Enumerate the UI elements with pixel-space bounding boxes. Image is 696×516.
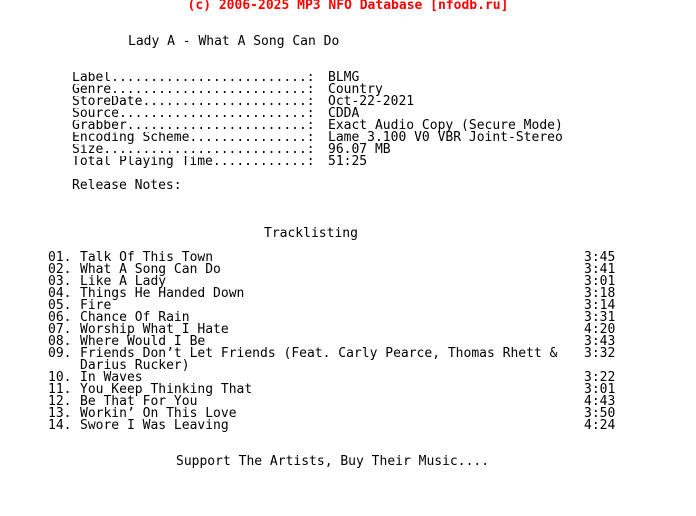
track-row <box>48 288 628 300</box>
track-number: 10. <box>48 370 72 385</box>
info-row <box>72 72 563 84</box>
track-number: 06. <box>48 310 72 325</box>
track-row <box>48 420 628 432</box>
track-duration: 3:50 <box>584 406 616 421</box>
track-duration: 3:18 <box>584 286 616 301</box>
track-title: Like A Lady <box>80 274 167 289</box>
track-title: Be That For You <box>80 394 198 409</box>
info-key: Source........................: <box>72 108 315 120</box>
track-number: 02. <box>48 262 72 277</box>
track-duration: 3:14 <box>584 298 616 313</box>
track-duration: 3:45 <box>584 250 616 265</box>
info-value: Lame 3.100 V0 VBR Joint-Stereo <box>328 130 563 145</box>
track-number: 11. <box>48 382 72 397</box>
info-row <box>72 84 563 96</box>
info-key: Total Playing Time............: <box>72 156 315 168</box>
info-row <box>72 144 563 156</box>
track-duration: 3:32 <box>584 346 616 361</box>
track-title: Where Would I Be <box>80 334 206 349</box>
track-number: 01. <box>48 250 72 265</box>
track-title: Things He Handed Down <box>80 286 245 301</box>
track-title: In Waves <box>80 370 143 385</box>
track-title: Fire <box>80 298 112 313</box>
info-value: CDDA <box>328 106 360 121</box>
track-title: Friends Don’t Let Friends (Feat. Carly Pearce, Thomas Rhett & Darius Rucker) <box>80 346 566 373</box>
track-list <box>48 252 628 432</box>
tracklist-heading: Tracklisting <box>264 226 358 241</box>
release-info <box>72 72 563 168</box>
track-duration: 4:24 <box>584 418 616 433</box>
info-key: Genre.........................: <box>72 84 315 96</box>
track-number: 14. <box>48 418 72 433</box>
release-title: Lady A - What A Song Can Do <box>128 34 340 49</box>
info-key: StoreDate.....................: <box>72 96 315 108</box>
track-number: 13. <box>48 406 72 421</box>
track-title: Swore I Was Leaving <box>80 418 229 433</box>
track-duration: 3:43 <box>584 334 616 349</box>
info-value: Oct-22-2021 <box>328 94 415 109</box>
track-title: Worship What I Hate <box>80 322 229 337</box>
info-key: Size..........................: <box>72 144 315 156</box>
track-duration: 3:22 <box>584 370 616 385</box>
track-duration: 3:31 <box>584 310 616 325</box>
track-title: Workin’ On This Love <box>80 406 237 421</box>
track-title: Chance Of Rain <box>80 310 190 325</box>
info-key: Label.........................: <box>72 72 315 84</box>
info-key: Encoding Scheme...............: <box>72 132 315 144</box>
track-title: You Keep Thinking That <box>80 382 253 397</box>
info-key: Grabber.......................: <box>72 120 315 132</box>
track-row <box>48 348 628 372</box>
track-number: 07. <box>48 322 72 337</box>
track-duration: 3:41 <box>584 262 616 277</box>
track-duration: 4:43 <box>584 394 616 409</box>
track-number: 03. <box>48 274 72 289</box>
info-row <box>72 96 563 108</box>
track-number: 12. <box>48 394 72 409</box>
info-value: 96.07 MB <box>328 142 391 157</box>
info-value: Exact Audio Copy (Secure Mode) <box>328 118 563 133</box>
track-number: 04. <box>48 286 72 301</box>
track-duration: 3:01 <box>584 382 616 397</box>
track-title: What A Song Can Do <box>80 262 221 277</box>
track-duration: 4:20 <box>584 322 616 337</box>
info-row <box>72 132 563 144</box>
track-number: 08. <box>48 334 72 349</box>
track-duration: 3:01 <box>584 274 616 289</box>
copyright-banner: (c) 2006-2025 MP3 NFO Database [nfodb.ru] <box>187 0 509 13</box>
track-number: 09. <box>48 346 72 361</box>
release-notes-label: Release Notes: <box>72 178 182 193</box>
info-value: BLMG <box>328 70 360 85</box>
info-value: 51:25 <box>328 154 368 169</box>
track-title: Talk Of This Town <box>80 250 214 265</box>
info-row <box>72 156 563 168</box>
track-number: 05. <box>48 298 72 313</box>
support-message: Support The Artists, Buy Their Music.... <box>176 454 490 469</box>
info-value: Country <box>328 82 383 97</box>
